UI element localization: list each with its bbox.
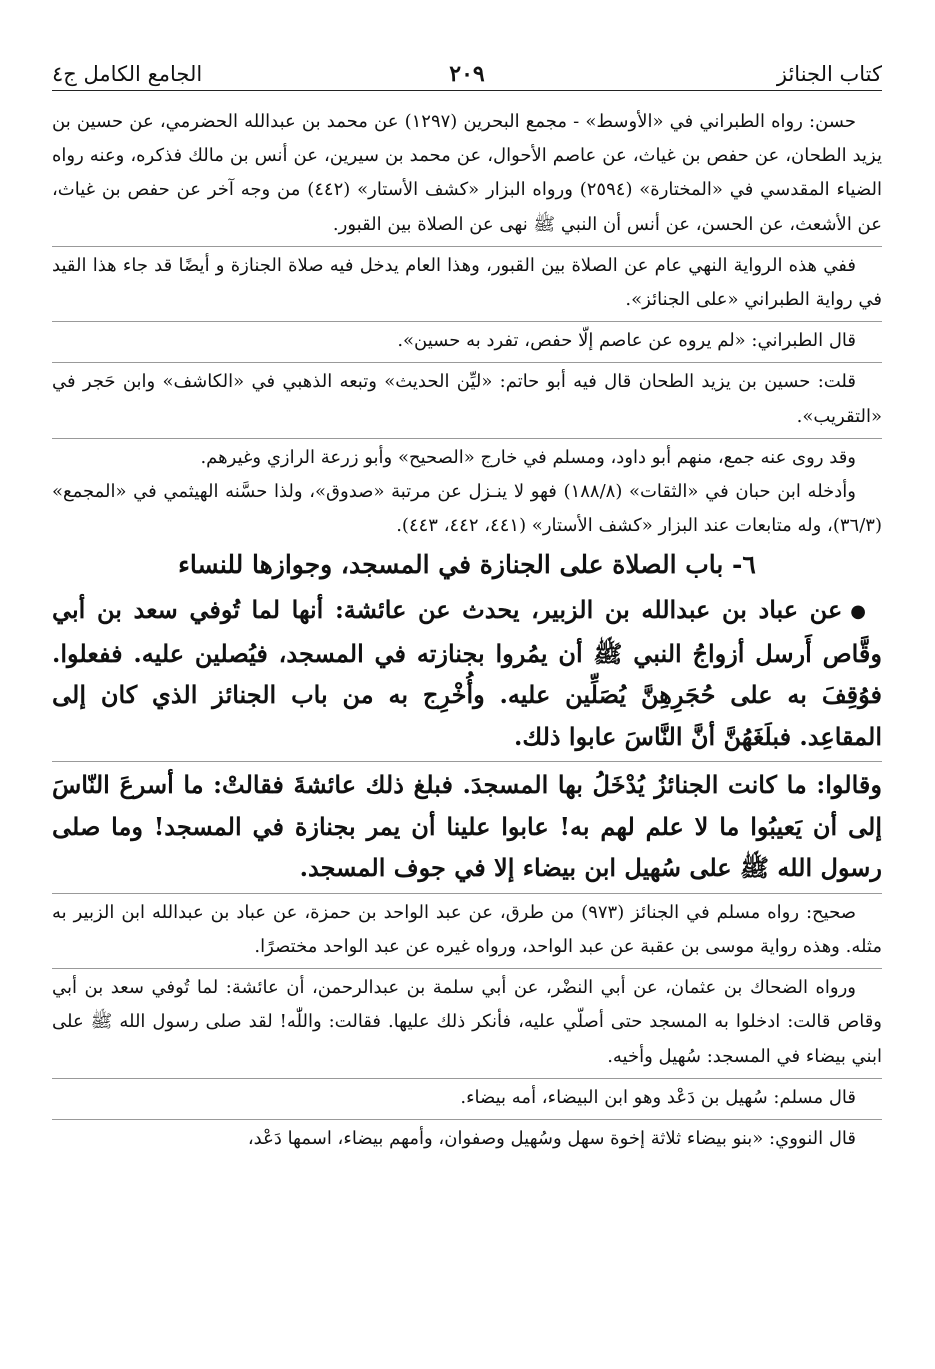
hadith-text: وقالوا: ما كانت الجنائزُ يُدْخَلُ بها المسجدَ. فبلغ ذلك عائشةَ فقالتْ: ما أسرعَ النّاسَ إلى أن يَعيبُوا ما لا علم لهم به! عابوا علينا أن يمر بجنازة في المسجد! وما صلى رسول الله ﷺ على سُهيل ابن بيضاء إلا في جوف المسجد.: [52, 770, 882, 883]
commentary-paragraph: قال مسلم: سُهيل بن دَعْد وهو ابن البيضاء، أمه بيضاء.: [460, 1086, 856, 1108]
takhrij-paragraph: حسن: رواه الطبراني في «الأوسط» - مجمع البحرين (١٢٩٧) عن محمد بن عبدالله الحضرمي، عن حسين بن يزيد الطحان، عن حفص بن غياث، عن عاصم الأحوال، عن محمد بن سيرين، عن أنس بن مالك فذكره، وعنه رواه الضياء المقدسي في «المختارة» (٢٥٩٤) ورواه البزار «كشف الأستار» (٤٤٢) من وجه آخر عن حفص بن غياث، عن الأشعث، عن الحسن، عن أنس أن النبي ﷺ نهى عن الصلاة بين القبور.: [52, 111, 882, 235]
commentary-paragraph: ففي هذه الرواية النهي عام عن الصلاة بين القبور، وهذا العام يدخل فيه صلاة الجنازة و أيضًا قد جاء هذا القيد في رواية الطبراني «على الجنائز».: [52, 254, 882, 311]
bullet-icon: ●: [850, 601, 866, 623]
divider: [52, 1119, 882, 1120]
commentary-paragraph: ورواه الضحاك بن عثمان، عن أبي النضْر، عن أبي سلمة بن عبدالرحمن، أن عائشة: لما تُوفي سعد بن أبي وقاص قالت: ادخلوا به المسجد حتى أصلّي عليه، فأنكر ذلك عليها. فقالت: واللّٰه! لقد صلى رسول الله ﷺ على ابني بيضاء في المسجد: سُهيل وأخيه.: [52, 977, 882, 1067]
commentary-paragraph: قال الطبراني: «لم يروه عن عاصم إلّا حفص، تفرد به حسين».: [397, 330, 856, 352]
commentary-paragraph: وأدخله ابن حبان في «الثقات» (١٨٨/٨) فهو لا ينـزل عن مرتبة «صدوق»، ولذا حسَّنه الهيثمي في «المجمع» (٣٦/٣)، وله متابعات عند البزار «كشف الأستار» (٤٤١، ٤٤٢، ٤٤٣).: [52, 481, 882, 537]
divider: [52, 246, 882, 247]
chapter-heading: ٦- باب الصلاة على الجنازة في المسجد، وجوازها للنساء: [178, 550, 756, 580]
commentary-paragraph: قلت: حسين بن يزيد الطحان قال فيه أبو حاتم: «ليِّن الحديث» وتبعه الذهبي في «الكاشف» وابن حَجر في «التقريب».: [52, 371, 882, 427]
takhrij-paragraph: صحيح: رواه مسلم في الجنائز (٩٧٣) من طرق، عن عبد الواحد بن حمزة، عن عباد بن عبدالله ابن الزبير به مثله. وهذه رواية موسى بن عقبة عن عبد الواحد، ورواه غيره عن عبد الواحد مختصرًا.: [52, 901, 882, 957]
commentary-paragraph: قال النووي: «بنو بيضاء ثلاثة إخوة سهل وسُهيل وصفوان، وأمهم بيضاء، اسمها دَعْد،: [247, 1127, 856, 1149]
hadith-text: [52, 589, 882, 757]
divider: [52, 362, 882, 363]
divider: [52, 438, 882, 439]
hadith-text-body: عن عباد بن عبدالله بن الزبير، يحدث عن عائشة: أنها لما تُوفي سعد بن أبي وقَّاص أَرسل أزواجُ النبي ﷺ أن يمُروا بجنازته في المسجد، فيُصلين عليه. ففعلوا. فوُقِفَ به على حُجَرِهِنَّ يُصَلِّين عليه. وأُخْرِج به من باب الجنائز الذي كان إلى المقاعِد. فبلَغَهُنَّ أنَّ النَّاسَ عابوا ذلك.: [52, 595, 883, 751]
commentary-paragraph: وقد روى عنه جمع، منهم أبو داود، ومسلم في خارج «الصحيح» وأبو زرعة الرازي وغيرهم.: [200, 446, 856, 468]
running-header: [52, 58, 882, 91]
book-page: [52, 58, 882, 1358]
header-book-title: الجامع الكامل ج٤: [52, 62, 203, 86]
divider: [52, 893, 882, 894]
header-section-title: كتاب الجنائز: [776, 62, 882, 86]
page-number: ٢٠٩: [449, 61, 485, 87]
page-content: [52, 105, 882, 1156]
divider: [52, 761, 882, 762]
divider: [52, 1078, 882, 1079]
divider: [52, 968, 882, 969]
divider: [52, 321, 882, 322]
